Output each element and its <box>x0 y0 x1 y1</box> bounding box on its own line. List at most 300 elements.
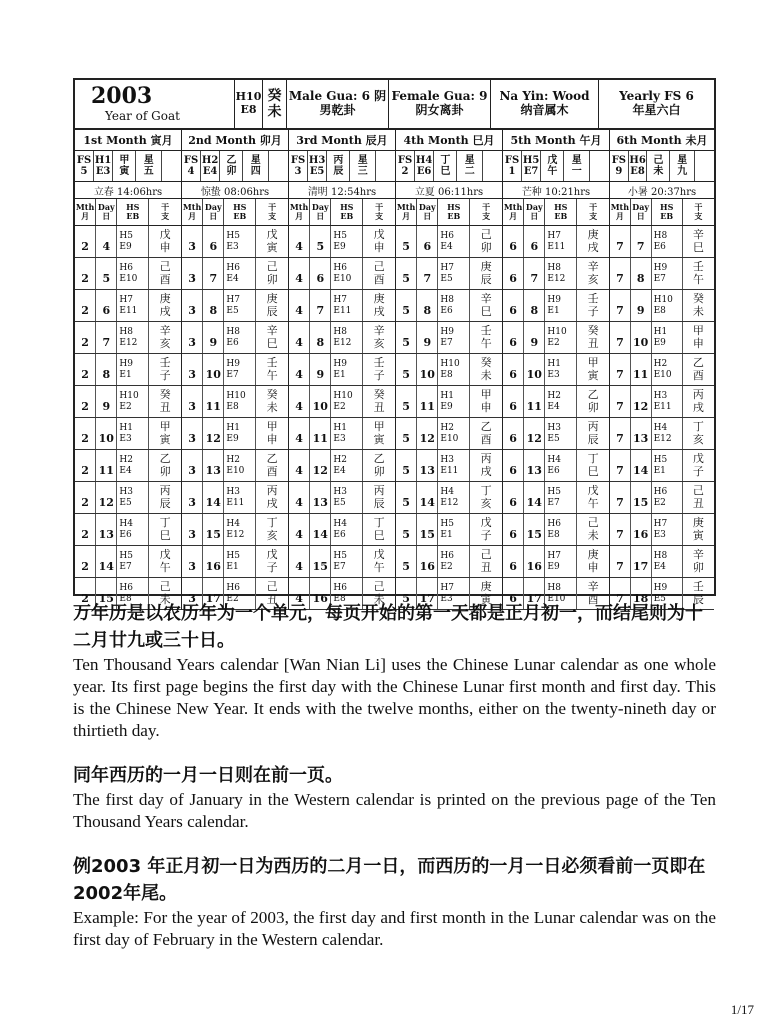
month-star <box>670 151 695 181</box>
row-hs-eb <box>438 450 470 481</box>
row-ganzhi <box>149 226 181 257</box>
row-zhi: 卯 <box>159 464 171 478</box>
row-month: 7 <box>610 578 631 609</box>
row-month: 6 <box>503 578 524 609</box>
row-month: 2 <box>75 258 96 289</box>
row-ganzhi <box>256 546 288 577</box>
row-zhi: 子 <box>692 464 704 478</box>
row-month: 4 <box>289 578 310 609</box>
table-row <box>610 226 714 258</box>
male-gua-cell <box>287 80 389 128</box>
row-eb: E10 <box>119 273 138 284</box>
row-hs-eb <box>545 386 577 417</box>
row-month: 4 <box>289 450 310 481</box>
row-gan: 壬 <box>266 355 278 369</box>
month-zhi: 巳 <box>440 166 451 177</box>
row-zhi: 未 <box>480 368 492 382</box>
row-ganzhi <box>363 514 395 545</box>
row-hs: H6 <box>119 262 133 273</box>
row-day: 9 <box>631 290 652 321</box>
star-value: 二 <box>464 166 475 177</box>
row-hs: H9 <box>226 358 240 369</box>
row-gan: 丁 <box>480 483 492 497</box>
fs-label: FS <box>504 155 520 166</box>
row-ganzhi <box>470 226 502 257</box>
row-zhi: 寅 <box>373 432 385 446</box>
month-eb: E4 <box>202 166 218 177</box>
row-day: 7 <box>631 226 652 257</box>
month-gan: 己 <box>653 155 664 166</box>
fs-cell <box>289 151 308 181</box>
row-hs-eb <box>331 258 363 289</box>
table-row <box>503 258 609 290</box>
row-gan: 壬 <box>159 355 171 369</box>
row-month: 2 <box>75 386 96 417</box>
row-hs-eb <box>117 354 149 385</box>
row-eb: E9 <box>547 561 560 572</box>
row-zhi: 卯 <box>373 464 385 478</box>
month-column <box>289 130 396 610</box>
table-row <box>289 418 395 450</box>
row-month: 5 <box>396 450 417 481</box>
row-zhi: 丑 <box>480 560 492 574</box>
table-row <box>75 546 181 578</box>
month-hs: H4 <box>415 155 433 166</box>
row-ganzhi <box>683 418 714 449</box>
row-month: 2 <box>75 354 96 385</box>
row-gan: 庚 <box>692 515 704 529</box>
row-eb: E3 <box>333 433 346 444</box>
row-gan: 癸 <box>266 387 278 401</box>
row-eb: E5 <box>226 305 239 316</box>
row-gan: 甲 <box>159 419 171 433</box>
mth-header: Mth 月 <box>289 199 310 225</box>
row-eb: E7 <box>440 337 453 348</box>
row-month: 3 <box>182 386 203 417</box>
row-day: 16 <box>310 578 331 609</box>
row-eb: E8 <box>333 593 346 604</box>
mth-header: Mth 月 <box>610 199 631 225</box>
row-zhi: 子 <box>480 528 492 542</box>
row-eb: E8 <box>547 529 560 540</box>
row-eb: E5 <box>547 433 560 444</box>
row-hs-eb <box>331 290 363 321</box>
row-month: 2 <box>75 226 96 257</box>
row-ganzhi <box>256 354 288 385</box>
row-month: 5 <box>396 418 417 449</box>
row-zhi: 酉 <box>692 368 704 382</box>
row-hs-eb <box>438 546 470 577</box>
row-month: 6 <box>503 226 524 257</box>
row-gan: 己 <box>480 227 492 241</box>
row-month: 3 <box>182 418 203 449</box>
row-hs: H4 <box>547 454 561 465</box>
year-eb-code: E8 <box>240 103 257 116</box>
row-day: 13 <box>96 514 117 545</box>
month-column <box>503 130 610 610</box>
table-row <box>75 386 181 418</box>
row-hs: H5 <box>333 550 347 561</box>
row-hs: H1 <box>333 422 347 433</box>
row-ganzhi <box>683 226 714 257</box>
row-hs-eb <box>438 482 470 513</box>
row-zhi: 未 <box>692 304 704 318</box>
row-gan: 己 <box>159 579 171 593</box>
table-row <box>503 226 609 258</box>
row-month: 3 <box>182 322 203 353</box>
row-hs-eb <box>652 482 683 513</box>
year-number: 2003 <box>91 83 153 110</box>
row-eb: E5 <box>119 497 132 508</box>
row-day: 11 <box>96 450 117 481</box>
row-day: 13 <box>524 450 545 481</box>
table-row <box>610 514 714 546</box>
row-month: 5 <box>396 258 417 289</box>
row-day: 9 <box>203 322 224 353</box>
row-ganzhi <box>577 386 609 417</box>
row-hs: H6 <box>440 550 454 561</box>
month-gan: 戊 <box>547 155 558 166</box>
fs-label: FS <box>290 155 306 166</box>
months-grid <box>75 130 714 610</box>
row-gan: 己 <box>692 483 704 497</box>
row-eb: E11 <box>440 465 459 476</box>
row-day: 5 <box>310 226 331 257</box>
row-ganzhi <box>577 258 609 289</box>
row-hs: H4 <box>226 518 240 529</box>
row-ganzhi <box>683 354 714 385</box>
row-hs-eb <box>652 546 683 577</box>
row-day: 8 <box>96 354 117 385</box>
fs-value: 9 <box>615 166 623 177</box>
row-gan: 己 <box>480 547 492 561</box>
row-gan: 乙 <box>159 451 171 465</box>
month-star <box>243 151 268 181</box>
month-fs-info <box>610 151 714 182</box>
row-gan: 壬 <box>692 579 704 593</box>
solar-term: 芒种 10:21hrs <box>503 182 609 199</box>
row-month: 4 <box>289 290 310 321</box>
row-day: 13 <box>203 450 224 481</box>
hseb-header: HS EB <box>545 199 577 225</box>
row-eb: E3 <box>653 529 666 540</box>
row-zhi: 酉 <box>159 272 171 286</box>
row-day: 17 <box>524 578 545 609</box>
row-day: 18 <box>631 578 652 609</box>
row-ganzhi <box>470 258 502 289</box>
row-zhi: 巳 <box>692 240 704 254</box>
row-ganzhi <box>470 450 502 481</box>
row-eb: E8 <box>226 401 239 412</box>
row-eb: E7 <box>653 273 666 284</box>
row-hs: H3 <box>653 390 668 401</box>
row-eb: E1 <box>226 561 239 572</box>
row-hs: H3 <box>119 486 133 497</box>
row-day: 16 <box>203 546 224 577</box>
row-month: 7 <box>610 354 631 385</box>
row-gan: 辛 <box>692 227 704 241</box>
row-hs: H10 <box>547 326 567 337</box>
row-zhi: 辰 <box>480 272 492 286</box>
row-ganzhi <box>256 258 288 289</box>
row-ganzhi <box>149 258 181 289</box>
row-month: 4 <box>289 546 310 577</box>
row-eb: E10 <box>226 465 245 476</box>
yearly-fs: Yearly FS 6 <box>619 89 694 104</box>
row-hs: H5 <box>226 550 240 561</box>
row-hs: H6 <box>653 486 668 497</box>
row-ganzhi <box>577 514 609 545</box>
row-gan: 戊 <box>480 515 492 529</box>
row-month: 5 <box>396 514 417 545</box>
row-hs-eb <box>652 290 683 321</box>
row-eb: E3 <box>119 433 132 444</box>
row-zhi: 申 <box>373 240 385 254</box>
row-day: 4 <box>96 226 117 257</box>
row-ganzhi <box>363 354 395 385</box>
row-gan: 乙 <box>692 355 704 369</box>
row-month: 2 <box>75 482 96 513</box>
row-hs-eb <box>545 450 577 481</box>
row-day: 15 <box>96 578 117 609</box>
month-ganzhi <box>541 151 564 181</box>
row-ganzhi <box>149 482 181 513</box>
row-ganzhi <box>683 322 714 353</box>
row-day: 7 <box>310 290 331 321</box>
row-zhi: 未 <box>587 528 599 542</box>
star-value: 三 <box>357 166 368 177</box>
row-hs-eb <box>117 514 149 545</box>
row-zhi: 午 <box>587 496 599 510</box>
row-hs-eb <box>224 322 256 353</box>
row-day: 11 <box>310 418 331 449</box>
row-hs-eb <box>331 482 363 513</box>
hseb-header: HS EB <box>117 199 149 225</box>
row-month: 7 <box>610 418 631 449</box>
row-zhi: 申 <box>480 400 492 414</box>
row-ganzhi <box>149 290 181 321</box>
row-hs-eb <box>224 290 256 321</box>
row-month: 4 <box>289 226 310 257</box>
table-row <box>289 482 395 514</box>
row-month: 4 <box>289 482 310 513</box>
row-day: 11 <box>524 386 545 417</box>
row-zhi: 未 <box>159 592 171 606</box>
row-eb: E4 <box>119 465 132 476</box>
row-zhi: 申 <box>266 432 278 446</box>
row-gan: 壬 <box>373 355 385 369</box>
row-hs: H3 <box>333 486 347 497</box>
row-hs: H4 <box>440 486 454 497</box>
row-ganzhi <box>683 290 714 321</box>
row-month: 3 <box>182 514 203 545</box>
table-row <box>182 514 288 546</box>
row-gan: 己 <box>587 515 599 529</box>
table-row <box>182 258 288 290</box>
row-zhi: 午 <box>692 272 704 286</box>
row-gan: 辛 <box>692 547 704 561</box>
row-day: 12 <box>96 482 117 513</box>
row-day: 6 <box>524 226 545 257</box>
month-fs-info <box>182 151 288 182</box>
row-zhi: 戌 <box>480 464 492 478</box>
day-header: Day 日 <box>310 199 331 225</box>
month-hs: H3 <box>308 155 326 166</box>
row-ganzhi <box>470 418 502 449</box>
row-eb: E6 <box>440 305 453 316</box>
row-gan: 戊 <box>159 547 171 561</box>
row-month: 3 <box>182 482 203 513</box>
ganzhi-header: 干 支 <box>268 202 277 221</box>
row-ganzhi <box>363 290 395 321</box>
month-column <box>396 130 503 610</box>
table-row <box>289 322 395 354</box>
row-ganzhi <box>577 450 609 481</box>
row-hs-eb <box>224 386 256 417</box>
month-star <box>564 151 589 181</box>
row-hs-eb <box>331 546 363 577</box>
table-row <box>75 322 181 354</box>
hseb-header: HS EB <box>224 199 256 225</box>
fs-value: 1 <box>508 166 516 177</box>
row-hs: H10 <box>119 390 139 401</box>
table-row <box>610 290 714 322</box>
year-ganzhi-top: 癸 <box>267 87 282 104</box>
row-zhi: 申 <box>159 240 171 254</box>
row-hs-eb <box>438 354 470 385</box>
row-zhi: 戌 <box>692 400 704 414</box>
row-eb: E1 <box>440 529 453 540</box>
table-row <box>503 354 609 386</box>
row-hs: H8 <box>653 230 668 241</box>
table-row <box>182 450 288 482</box>
row-zhi: 子 <box>159 368 171 382</box>
row-ganzhi <box>470 354 502 385</box>
row-eb: E7 <box>333 561 346 572</box>
row-month: 4 <box>289 258 310 289</box>
row-eb: E9 <box>119 241 132 252</box>
row-gan: 辛 <box>373 323 385 337</box>
row-day: 15 <box>203 514 224 545</box>
row-gan: 乙 <box>480 419 492 433</box>
table-row <box>396 514 502 546</box>
row-eb: E5 <box>333 497 346 508</box>
row-month: 2 <box>75 546 96 577</box>
male-gua: Male Gua: 6 阴 <box>288 89 387 104</box>
day-header: Day 日 <box>524 199 545 225</box>
row-hs: H7 <box>440 582 454 593</box>
row-gan: 己 <box>373 259 385 273</box>
row-month: 6 <box>503 482 524 513</box>
solar-term: 立春 14:06hrs <box>75 182 181 199</box>
row-day: 11 <box>417 386 438 417</box>
fs-label: FS <box>397 155 413 166</box>
star-label: 星 <box>677 155 688 166</box>
row-gan: 丁 <box>266 515 278 529</box>
table-row <box>610 418 714 450</box>
table-row <box>396 450 502 482</box>
row-day: 7 <box>417 258 438 289</box>
row-gan: 壬 <box>480 323 492 337</box>
hseb-header: HS EB <box>331 199 363 225</box>
row-gan: 戊 <box>266 547 278 561</box>
row-hs-eb <box>438 386 470 417</box>
row-hs: H5 <box>226 230 240 241</box>
row-eb: E6 <box>547 465 560 476</box>
row-month: 6 <box>503 514 524 545</box>
row-hs: H2 <box>547 390 561 401</box>
fs-value: 5 <box>80 166 88 177</box>
row-gan: 庚 <box>587 227 599 241</box>
row-hs-eb <box>331 386 363 417</box>
row-day: 12 <box>524 418 545 449</box>
row-day: 10 <box>203 354 224 385</box>
row-eb: E9 <box>653 337 666 348</box>
month-zhi: 辰 <box>333 166 344 177</box>
row-gan: 戊 <box>373 227 385 241</box>
row-gan: 甲 <box>587 355 599 369</box>
row-hs-eb <box>438 258 470 289</box>
row-hs: H5 <box>547 486 561 497</box>
table-row <box>503 418 609 450</box>
row-eb: E2 <box>547 337 560 348</box>
table-row <box>503 386 609 418</box>
table-row <box>182 546 288 578</box>
month-hs-eb <box>308 151 327 181</box>
month-eb: E3 <box>95 166 111 177</box>
month-name: 4th Month 巳月 <box>396 130 502 151</box>
row-day: 17 <box>417 578 438 609</box>
row-hs: H9 <box>653 582 668 593</box>
column-headers <box>396 199 502 226</box>
year-cell <box>75 80 235 128</box>
row-gan: 戊 <box>373 547 385 561</box>
row-month: 7 <box>610 450 631 481</box>
row-eb: E2 <box>333 401 346 412</box>
row-day: 14 <box>96 546 117 577</box>
row-ganzhi <box>149 450 181 481</box>
row-hs: H8 <box>226 326 240 337</box>
row-day: 9 <box>417 322 438 353</box>
month-name: 5th Month 午月 <box>503 130 609 151</box>
row-month: 7 <box>610 290 631 321</box>
row-eb: E11 <box>653 401 672 412</box>
table-row <box>289 514 395 546</box>
row-month: 7 <box>610 546 631 577</box>
row-zhi: 辰 <box>692 592 704 606</box>
table-row <box>289 258 395 290</box>
row-zhi: 丑 <box>587 336 599 350</box>
row-eb: E10 <box>440 433 459 444</box>
row-hs: H5 <box>119 550 133 561</box>
row-day: 12 <box>417 418 438 449</box>
row-hs: H1 <box>119 422 133 433</box>
row-month: 5 <box>396 386 417 417</box>
row-eb: E6 <box>333 529 346 540</box>
row-ganzhi <box>683 482 714 513</box>
row-month: 5 <box>396 226 417 257</box>
row-zhi: 卯 <box>480 240 492 254</box>
row-day: 15 <box>417 514 438 545</box>
row-gan: 辛 <box>159 323 171 337</box>
table-row <box>75 290 181 322</box>
month-fs-info <box>75 151 181 182</box>
row-ganzhi <box>363 450 395 481</box>
row-hs: H6 <box>547 518 561 529</box>
row-gan: 辛 <box>587 579 599 593</box>
row-zhi: 亥 <box>266 528 278 542</box>
row-month: 5 <box>396 546 417 577</box>
